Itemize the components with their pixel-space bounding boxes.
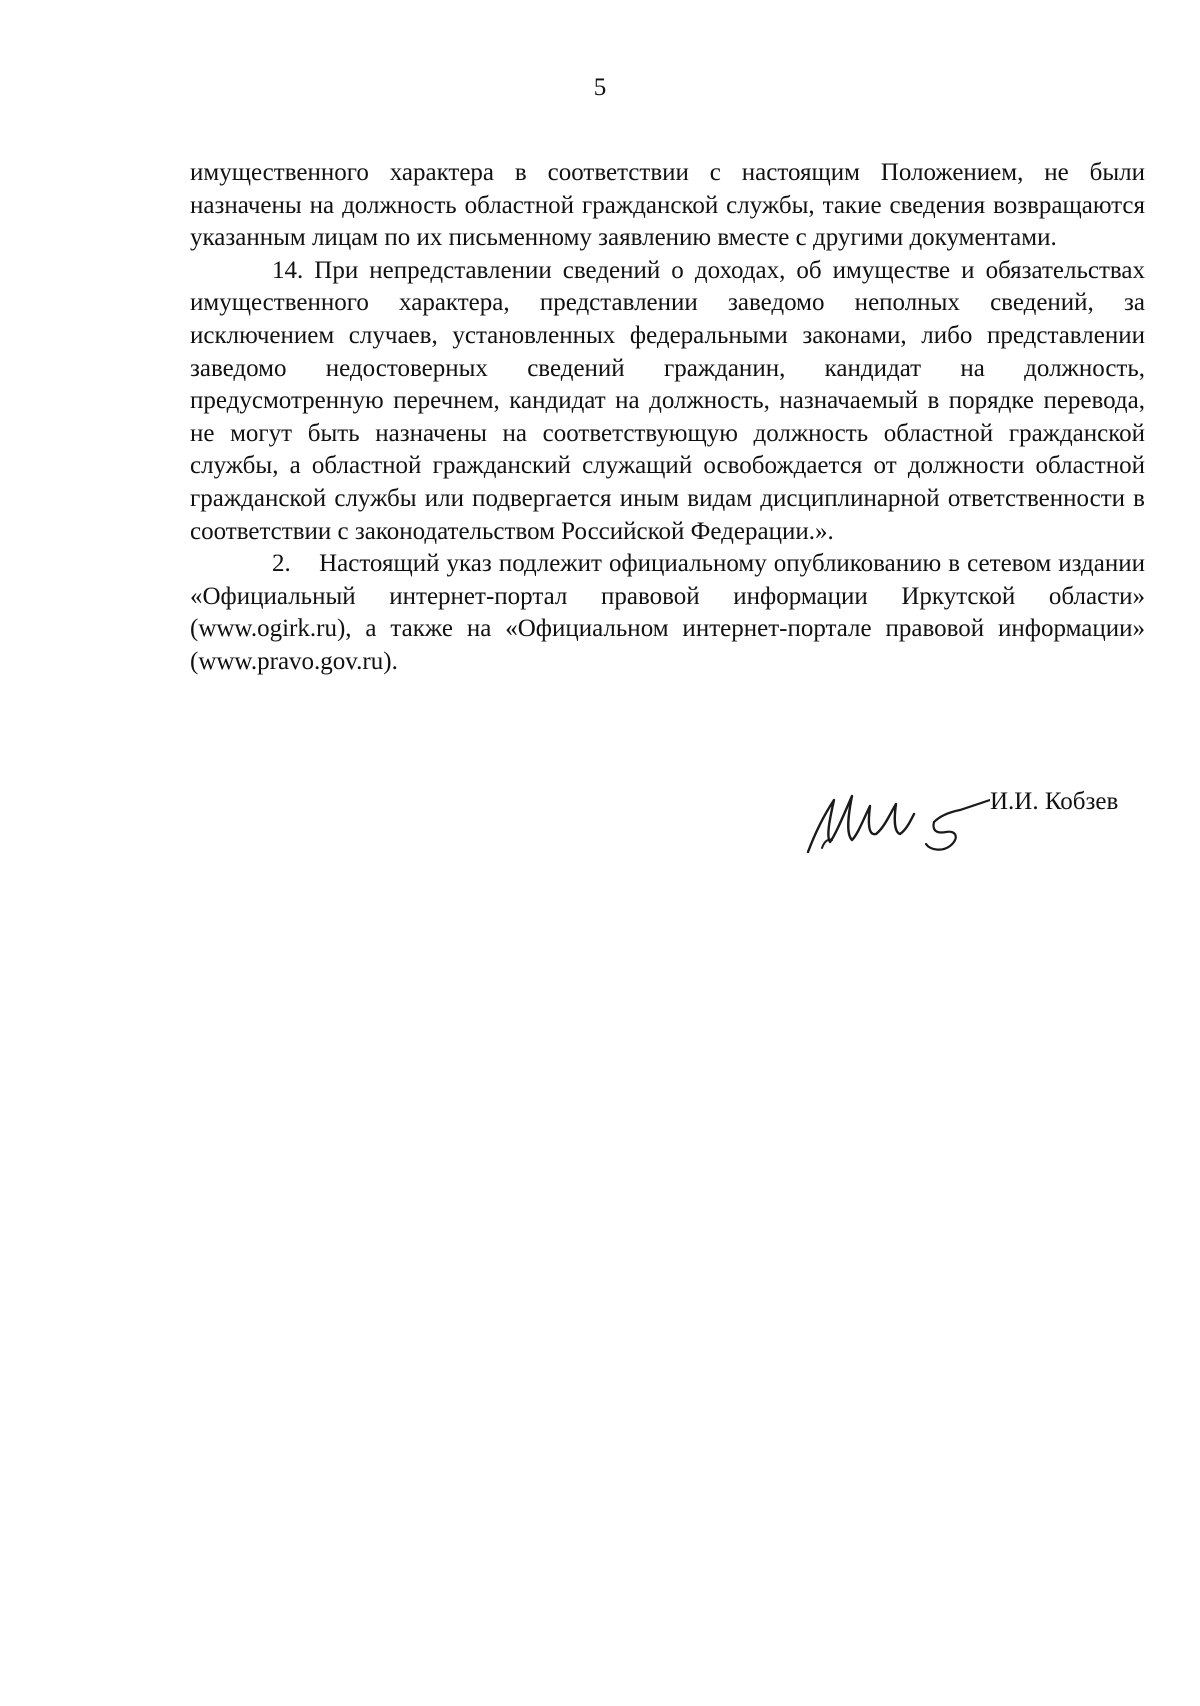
paragraph-item-14: 14. При непредставлении сведений о доходах, об имуществе и обязательствах имущественного характера, представлении заведомо неполных сведений, за исключением случаев, установленных федеральными законами, либо представлении заведомо недостоверных сведений гражданин, кандидат на должность, предусмотренную перечнем, кандидат на должность, назначаемый в порядке перевода, не могут быть назначены на соответствующую должность областной гражданской службы, а областной гражданский служащий освобождается от должности областной гражданской службы или подвергается иным видам дисциплинарной ответственности в соответствии с законодательством Российской Федерации.». bbox=[190, 256, 1145, 545]
signature-block bbox=[800, 778, 1160, 868]
signatory-name: И.И. Кобзев bbox=[990, 788, 1119, 815]
paragraph-continuation: имущественного характера в соответствии с настоящим Положением, не были назначены на должность областной гражданской службы, такие сведения возвращаются указанным лицам по их письменному заявлению вместе с другими документами. bbox=[190, 159, 1145, 252]
page-number: 5 bbox=[593, 74, 607, 101]
handwritten-signature bbox=[800, 778, 990, 858]
paragraph-item-2: 2. Настоящий указ подлежит официальному опубликованию в сетевом издании «Официальный интернет-портал правовой информации Иркутской области» (www.ogirk.ru), а также на «Официальном интернет-портале правовой информации» (www.pravo.gov.ru). bbox=[190, 550, 1152, 675]
document-body bbox=[190, 157, 1152, 679]
